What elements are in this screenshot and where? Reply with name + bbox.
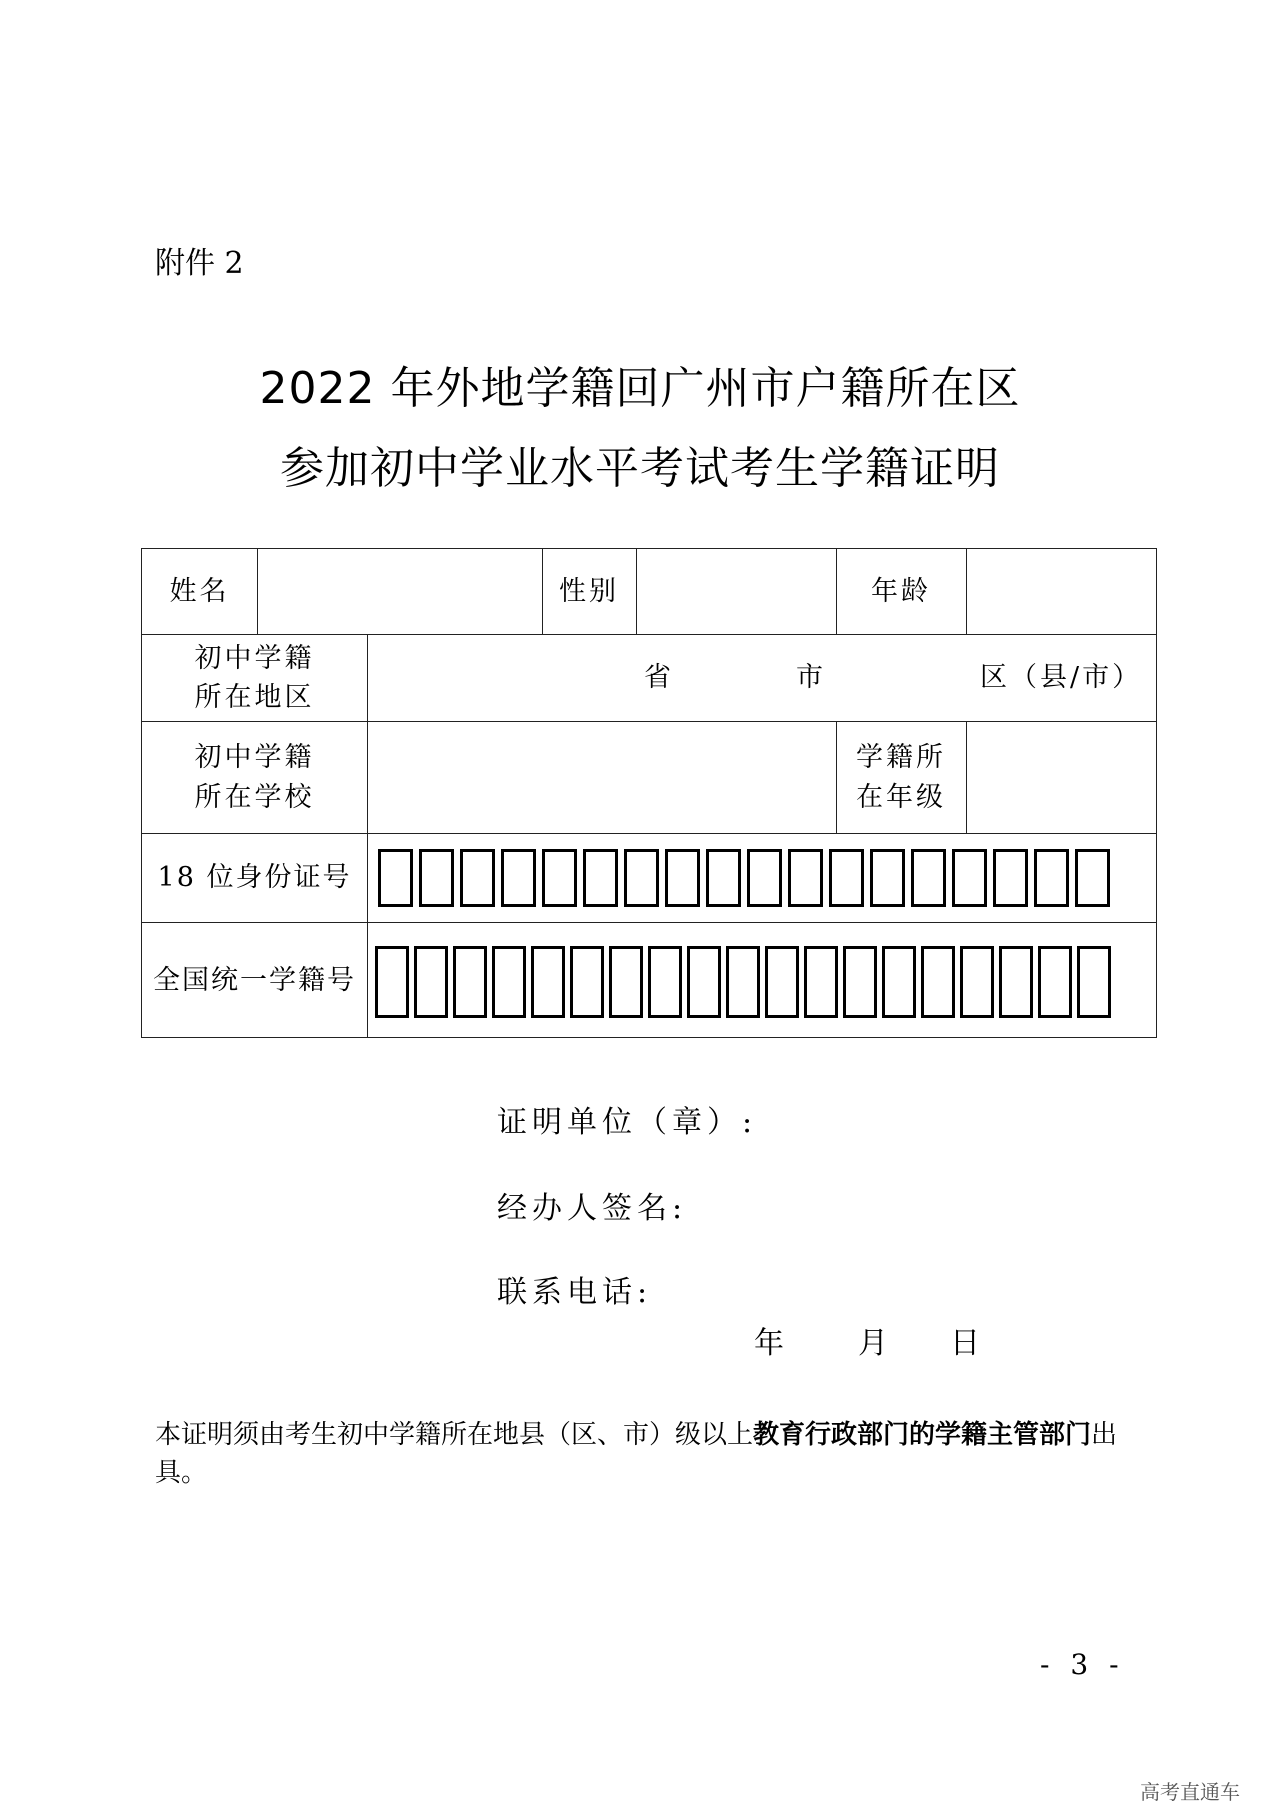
day-text: 日 xyxy=(950,1326,980,1361)
digit-box[interactable] xyxy=(542,849,577,907)
digit-box[interactable] xyxy=(665,849,700,907)
certifying-unit-label: 证明单位（章）: xyxy=(497,1105,758,1140)
age-label: 年龄 xyxy=(871,575,931,607)
digit-box[interactable] xyxy=(453,946,487,1018)
digit-box[interactable] xyxy=(1077,946,1111,1018)
district-text: 区（县/市） xyxy=(980,662,1143,694)
phone-label: 联系电话: xyxy=(497,1275,653,1310)
digit-box[interactable] xyxy=(624,849,659,907)
digit-box[interactable] xyxy=(765,946,799,1018)
digit-box[interactable] xyxy=(788,849,823,907)
province-text: 省 xyxy=(644,662,674,694)
digit-box[interactable] xyxy=(804,946,838,1018)
watermark: 高考直通车 xyxy=(1140,1780,1240,1804)
digit-box[interactable] xyxy=(1034,849,1069,907)
digit-box[interactable] xyxy=(882,946,916,1018)
digit-box[interactable] xyxy=(419,849,454,907)
digit-box[interactable] xyxy=(960,946,994,1018)
age-field[interactable] xyxy=(967,549,1156,634)
digit-box[interactable] xyxy=(531,946,565,1018)
gender-label: 性别 xyxy=(559,575,619,607)
note-bold: 教育行政部门的学籍主管部门 xyxy=(753,1420,1092,1450)
digit-box[interactable] xyxy=(501,849,536,907)
school-label: 初中学籍 所在学校 xyxy=(194,742,315,813)
student-no-label: 全国统一学籍号 xyxy=(153,964,356,996)
digit-box[interactable] xyxy=(583,849,618,907)
student-number-boxes[interactable] xyxy=(375,946,1116,1018)
note-suffix: 出具。 xyxy=(155,1420,1118,1488)
grade-field[interactable] xyxy=(967,722,1156,833)
title-line-1: 2022 年外地学籍回广州市户籍所在区 xyxy=(259,363,1021,414)
region-field[interactable] xyxy=(368,635,1156,721)
digit-box[interactable] xyxy=(843,946,877,1018)
page-number: - 3 - xyxy=(1040,1648,1125,1681)
region-label: 初中学籍 所在地区 xyxy=(194,642,315,713)
digit-box[interactable] xyxy=(706,849,741,907)
digit-box[interactable] xyxy=(829,849,864,907)
name-label: 姓名 xyxy=(169,575,230,607)
title-line-2: 参加初中学业水平考试考生学籍证明 xyxy=(280,443,1000,494)
digit-box[interactable] xyxy=(492,946,526,1018)
digit-box[interactable] xyxy=(375,946,409,1018)
digit-box[interactable] xyxy=(378,849,413,907)
name-field[interactable] xyxy=(258,549,542,634)
digit-box[interactable] xyxy=(870,849,905,907)
digit-box[interactable] xyxy=(460,849,495,907)
digit-box[interactable] xyxy=(1038,946,1072,1018)
school-field[interactable] xyxy=(368,722,836,833)
id-number-boxes[interactable] xyxy=(378,849,1116,907)
digit-box[interactable] xyxy=(921,946,955,1018)
student-status-form xyxy=(141,548,1157,1038)
digit-box[interactable] xyxy=(570,946,604,1018)
id-label: 18 位身份证号 xyxy=(157,862,352,894)
digit-box[interactable] xyxy=(726,946,760,1018)
attachment-label: 附件 2 xyxy=(155,246,244,281)
month-text: 月 xyxy=(858,1326,888,1361)
handler-signature-label: 经办人签名: xyxy=(497,1191,688,1226)
note-prefix: 本证明须由考生初中学籍所在地县（区、市）级以上 xyxy=(155,1420,754,1450)
digit-box[interactable] xyxy=(911,849,946,907)
digit-box[interactable] xyxy=(648,946,682,1018)
year-text: 年 xyxy=(754,1326,784,1361)
digit-box[interactable] xyxy=(999,946,1033,1018)
digit-box[interactable] xyxy=(609,946,643,1018)
digit-box[interactable] xyxy=(952,849,987,907)
footnote xyxy=(155,1417,1125,1492)
digit-box[interactable] xyxy=(1075,849,1110,907)
digit-box[interactable] xyxy=(993,849,1028,907)
grade-label: 学籍所 在年级 xyxy=(856,742,946,813)
digit-box[interactable] xyxy=(747,849,782,907)
digit-box[interactable] xyxy=(687,946,721,1018)
city-text: 市 xyxy=(796,662,826,694)
digit-box[interactable] xyxy=(414,946,448,1018)
date-line xyxy=(754,1318,980,1362)
gender-field[interactable] xyxy=(637,549,836,634)
